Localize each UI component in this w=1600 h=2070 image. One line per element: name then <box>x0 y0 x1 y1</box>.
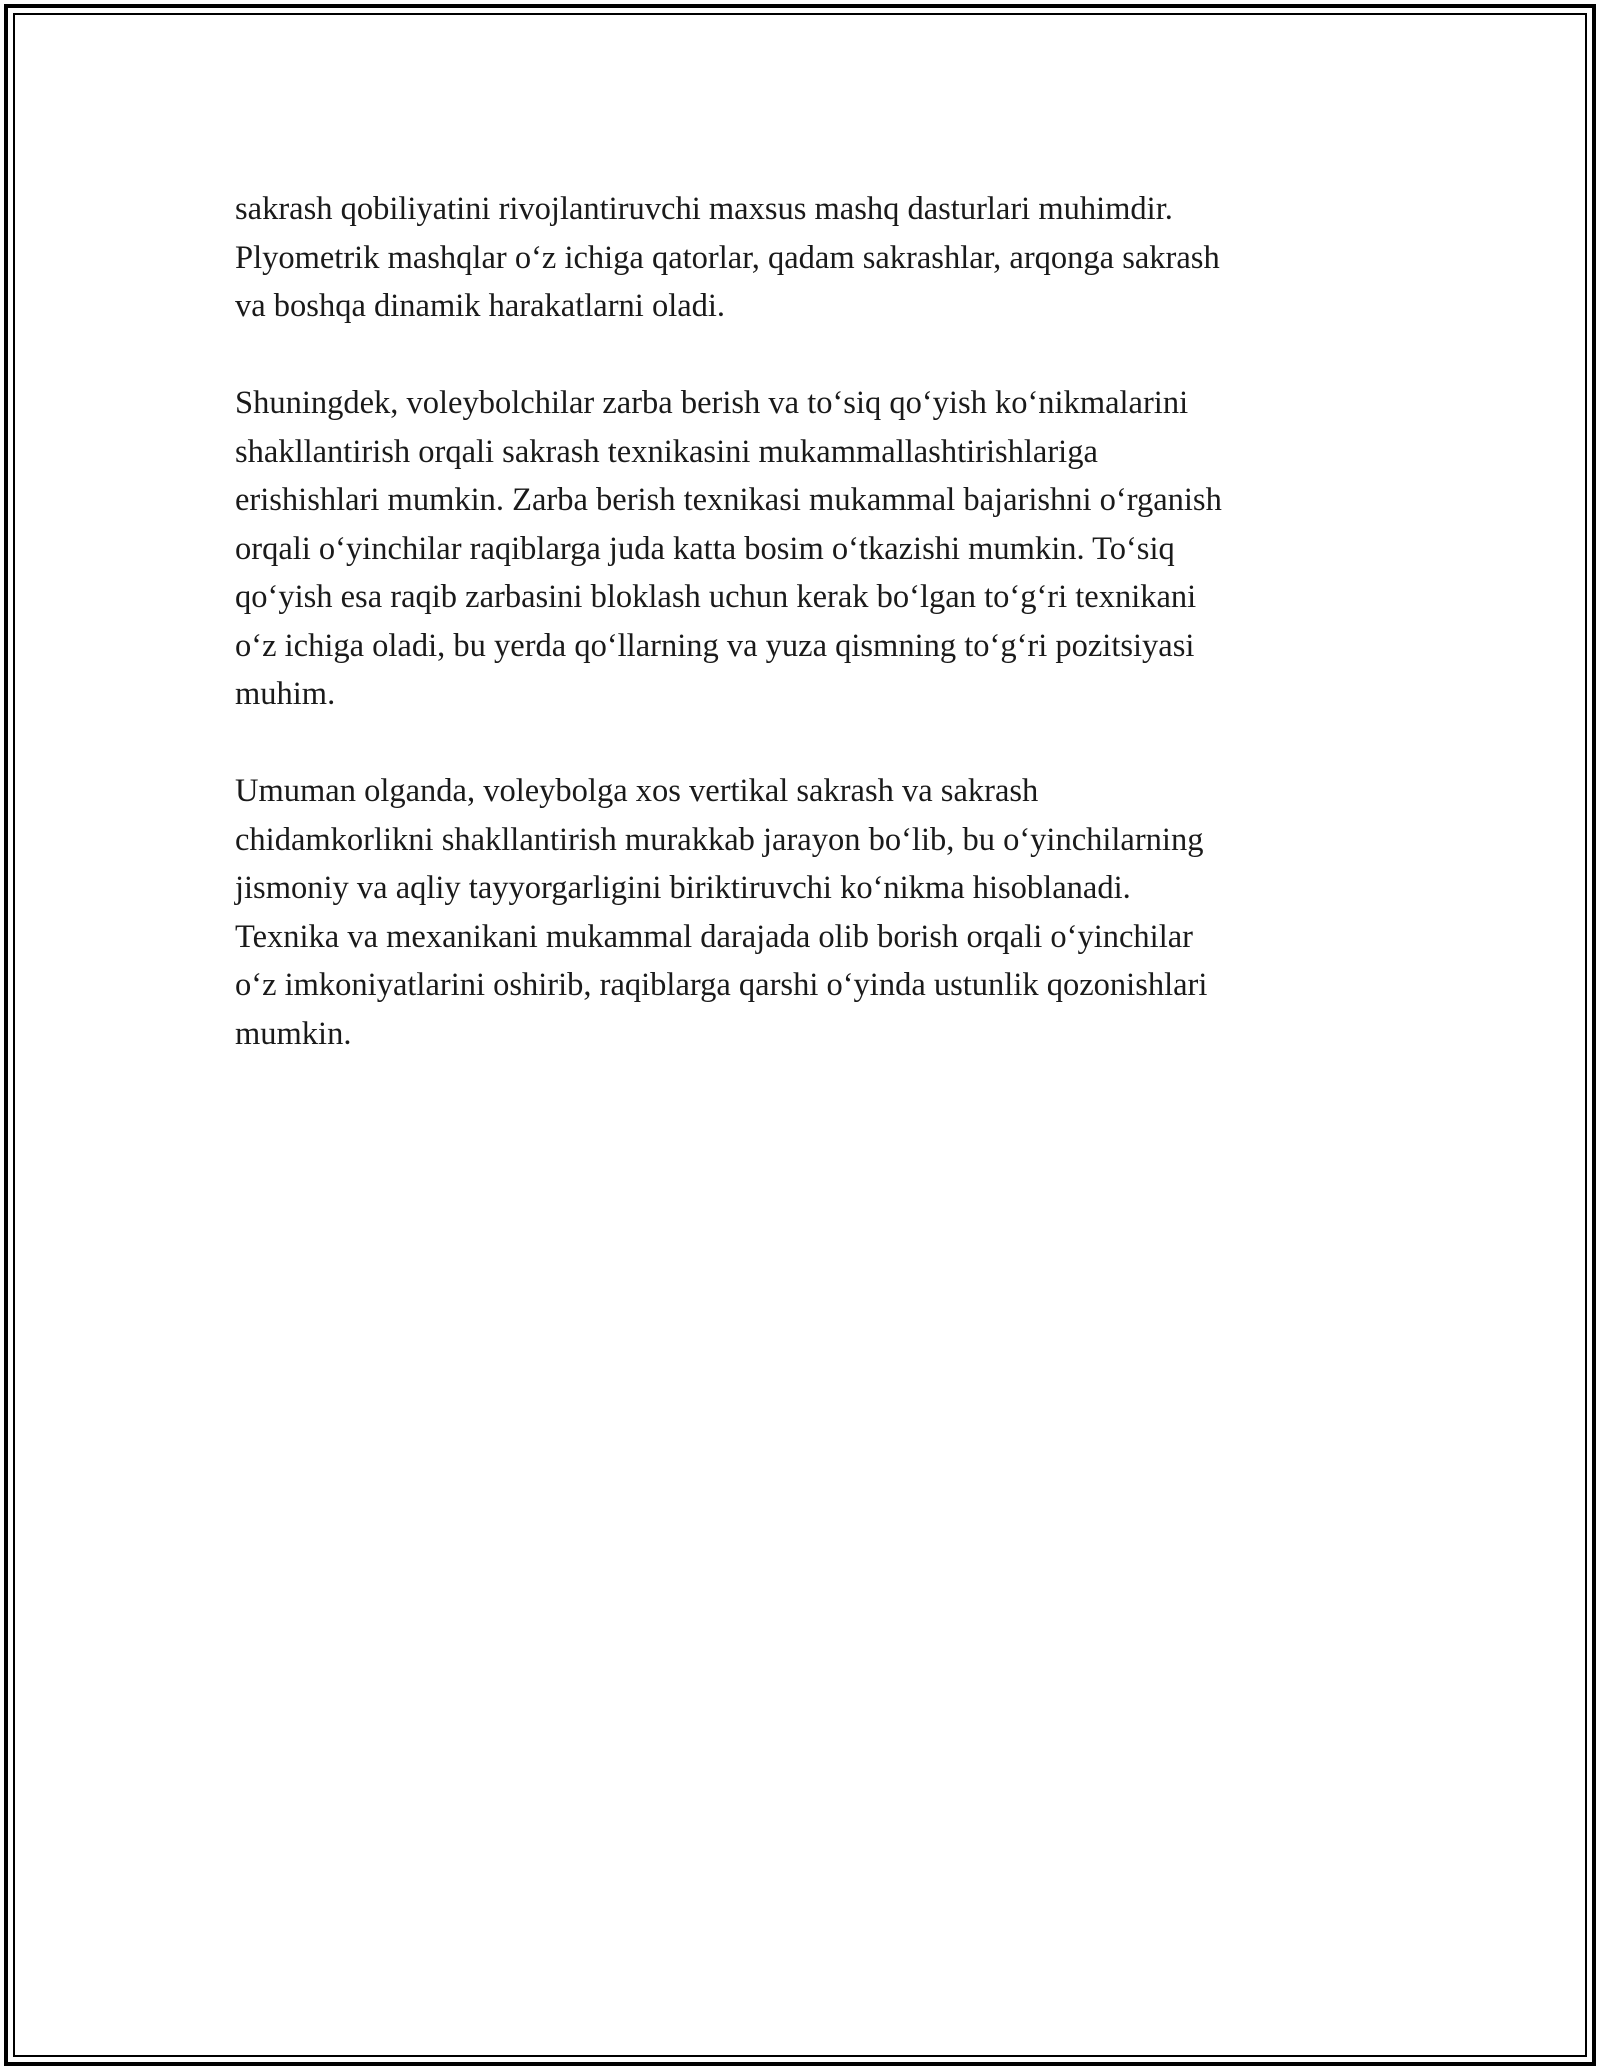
text-line: o‘z imkoniyatlarini oshirib, raqiblarga qarshi o‘yinda ustunlik qozonishlari <box>235 967 1208 1003</box>
text-line: Umuman olganda, voleybolga xos vertikal sakrash va sakrash <box>235 773 1039 809</box>
paragraph-2 <box>235 379 1365 719</box>
text-line: erishishlari mumkin. Zarba berish texnikasi mukammal bajarishni o‘rganish <box>235 482 1222 518</box>
text-line: muhim. <box>235 676 336 712</box>
text-line: jismoniy va aqliy tayyorgarligini biriktiruvchi ko‘nikma hisoblanadi. <box>235 870 1131 906</box>
text-line: shakllantirish orqali sakrash texnikasini mukammallashtirishlariga <box>235 433 1098 470</box>
text-line: mumkin. <box>235 1015 352 1052</box>
paragraph-3 <box>235 767 1365 1058</box>
text-line: orqali o‘yinchilar raqiblarga juda katta bosim o‘tkazishi mumkin. To‘siq <box>235 530 1175 567</box>
text-line: chidamkorlikni shakllantirish murakkab jarayon bo‘lib, bu o‘yinchilarning <box>235 821 1204 858</box>
paragraph-1 <box>235 185 1365 331</box>
text-line: qo‘yish esa raqib zarbasini bloklash uchun kerak bo‘lgan to‘g‘ri texnikani <box>235 579 1197 615</box>
text-line: va boshqa dinamik harakatlarni oladi. <box>235 288 726 324</box>
text-line: Texnika va mexanikani mukammal darajada olib borish orqali o‘yinchilar <box>235 918 1193 955</box>
text-line: o‘z ichiga oladi, bu yerda qo‘llarning va yuza qismning to‘g‘ri pozitsiyasi <box>235 627 1195 664</box>
text-line: Plyometrik mashqlar o‘z ichiga qatorlar, qadam sakrashlar, arqonga sakrash <box>235 239 1220 276</box>
text-line: Shuningdek, voleybolchilar zarba berish va to‘siq qo‘yish ko‘nikmalarini <box>235 385 1189 421</box>
document-body <box>235 185 1365 1058</box>
text-line: sakrash qobiliyatini rivojlantiruvchi maxsus mashq dasturlari muhimdir. <box>235 191 1173 227</box>
